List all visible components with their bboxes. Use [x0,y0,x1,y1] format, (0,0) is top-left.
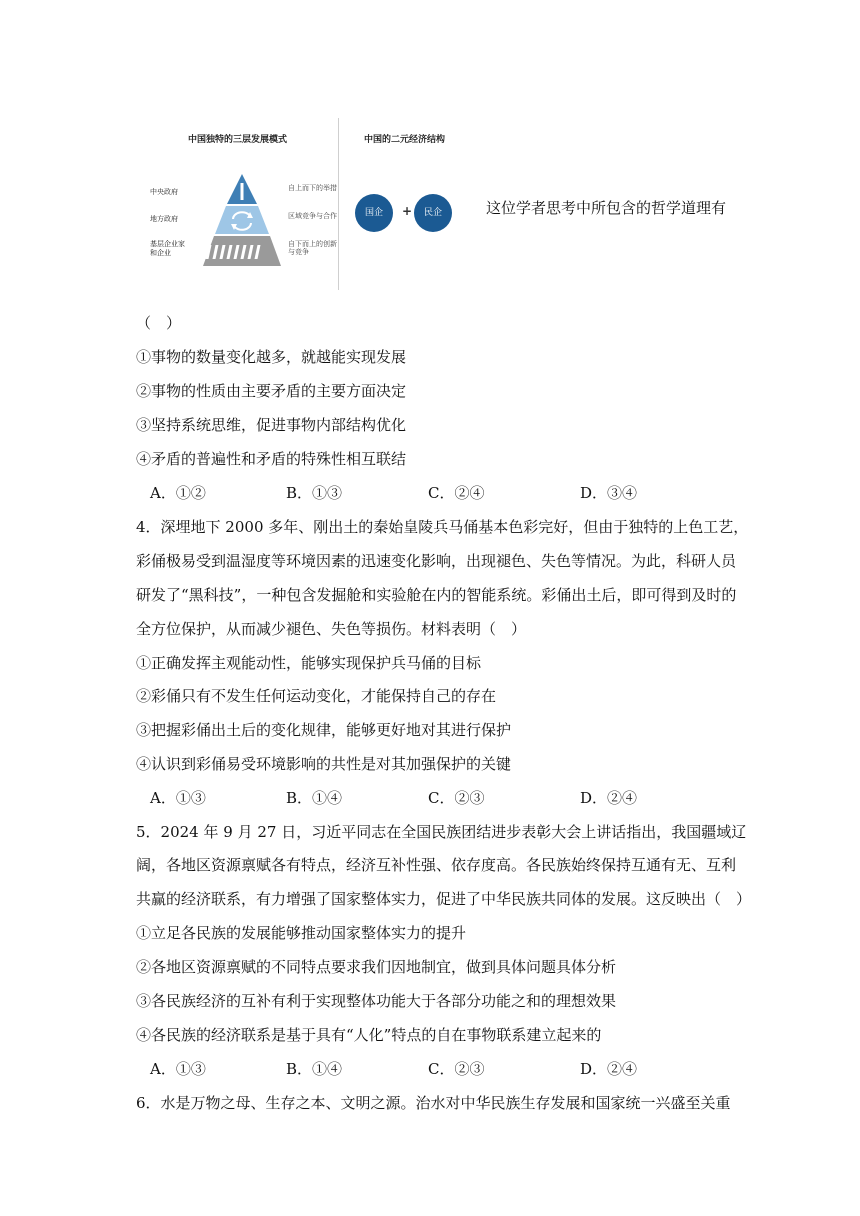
question-3-option-3: ③坚持系统思维，促进事物内部结构优化 [136,416,407,434]
private-enterprise-circle: 民企 [414,194,452,232]
question-4-choices [150,788,750,808]
right-figure-title: 中国的二元经济结构 [364,135,446,145]
question-4-option-4: ④认识到彩俑易受环境影响的共性是对其加强保护的关键 [136,755,512,773]
development-model-figure [140,118,470,290]
tier-desc-grassroots: 自下而上的创新与竞争 [288,240,337,256]
question-5-option-4: ④各民族的经济联系是基于具有“人化”特点的自在事物联系建立起来的 [136,1026,602,1044]
question-3-choice-b[interactable]: B．①③ [286,484,343,502]
question-3-option-4: ④矛盾的普遍性和矛盾的特殊性相互联结 [136,450,407,468]
plus-sign: + [402,204,413,218]
question-5-line-2: 阔，各地区资源禀赋各有特点，经济互补性强、依存度高。各民族始终保持互通有无、互利 [136,856,737,874]
question-3-choice-a[interactable]: A．①② [150,484,206,502]
question-5-choices [150,1059,750,1079]
tier-label-central: 中央政府 [150,188,178,196]
question-4-option-3: ③把握彩俑出土后的变化规律，能够更好地对其进行保护 [136,721,512,739]
tier-desc-local: 区域竞争与合作 [288,212,337,220]
question-3-choices [150,483,750,503]
left-figure-title: 中国独特的三层发展模式 [188,135,288,145]
question-4-line-4: 全方位保护，从而减少褪色、失色等损伤。材料表明（ ） [136,620,527,638]
question-4-choice-c[interactable]: C．②③ [428,789,485,807]
question-5-choice-a[interactable]: A．①③ [150,1060,206,1078]
question-4-option-1: ①正确发挥主观能动性，能够实现保护兵马俑的目标 [136,654,482,672]
figure-divider [338,118,339,290]
question-3-choice-c[interactable]: C．②④ [428,484,485,502]
question-3-stem-tail: 这位学者思考中所包含的哲学道理有 [486,199,727,217]
question-6-line-1: 6．水是万物之母、生存之本、文明之源。治水对中华民族生存发展和国家统一兴盛至关重 [136,1094,731,1112]
question-3-option-1: ①事物的数量变化越多，就越能实现发展 [136,348,407,366]
dual-economy-panel [350,118,470,290]
question-5-option-2: ②各地区资源禀赋的不同特点要求我们因地制宜，做到具体问题具体分析 [136,958,617,976]
question-4-choice-d[interactable]: D．②④ [580,789,638,807]
three-tier-panel [140,118,338,290]
question-4-choice-b[interactable]: B．①④ [286,789,343,807]
question-4-choice-a[interactable]: A．①③ [150,789,206,807]
question-5-choice-c[interactable]: C．②③ [428,1060,485,1078]
question-3-blank: （ ） [136,314,182,332]
pyramid-graphic [202,172,282,268]
tier-label-local: 地方政府 [150,215,178,223]
question-3-choice-d[interactable]: D．③④ [580,484,638,502]
question-4-line-3: 研发了“黑科技”，一种包含发掘舱和实验舱在内的智能系统。彩俑出土后，即可得到及时的 [136,586,737,604]
question-5-option-3: ③各民族经济的互补有利于实现整体功能大于各部分功能之和的理想效果 [136,992,617,1010]
tier-label-grassroots: 基层企业家和企业 [150,240,185,257]
question-5-line-1: 5．2024 年 9 月 27 日，习近平同志在全国民族团结进步表彰大会上讲话指出，我国疆域辽 [136,823,747,841]
question-4-line-1: 4．深埋地下 2000 多年、刚出土的秦始皇陵兵马俑基本色彩完好，但由于独特的上色工艺， [136,518,749,536]
question-4-option-2: ②彩俑只有不发生任何运动变化，才能保持自己的存在 [136,687,497,705]
tier-desc-central: 自上而下的举措 [288,184,337,192]
question-5-choice-d[interactable]: D．②④ [580,1060,638,1078]
question-3-option-2: ②事物的性质由主要矛盾的主要方面决定 [136,382,407,400]
question-5-choice-b[interactable]: B．①④ [286,1060,343,1078]
question-5-option-1: ①立足各民族的发展能够推动国家整体实力的提升 [136,924,467,942]
state-enterprise-circle: 国企 [355,194,393,232]
question-4-line-2: 彩俑极易受到温湿度等环境因素的迅速变化影响，出现褪色、失色等情况。为此，科研人员 [136,552,737,570]
question-5-line-3: 共赢的经济联系，有力增强了国家整体实力，促进了中华民族共同体的发展。这反映出（ ） [136,890,752,908]
